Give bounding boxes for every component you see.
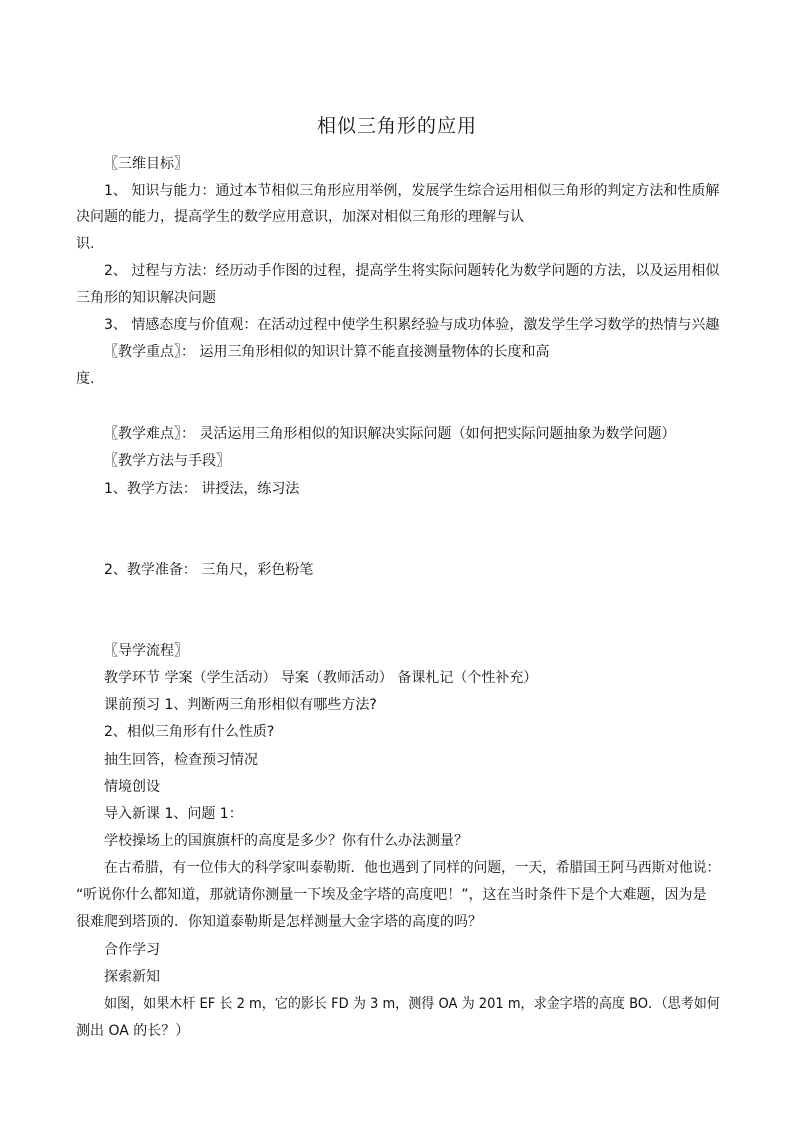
difficulty-line: 〖教学难点〗： 灵活运用三角形相似的知识解决实际问题（如何把实际问题抽象为数学问题） [104, 426, 676, 442]
story-line-2: “听说你什么都知道，那就请你测量一下埃及金字塔的高度吧！”，这在当时条件下是个大难题，因为是 [76, 887, 707, 903]
flagpole-question: 学校操场上的国旗旗杆的高度是多少？你有什么办法测量？ [104, 833, 468, 849]
flow-columns: 教学环节 学案（学生活动） 导案（教师活动） 备课札记（个性补充） [104, 670, 538, 686]
teaching-method: 1、教学方法： 讲授法，练习法 [104, 481, 300, 497]
teaching-preparation: 2、教学准备： 三角尺，彩色粉笔 [104, 562, 314, 578]
goal-1-line-1: 1、 知识与能力：通过本节相似三角形应用举例，发展学生综合运用相似三角形的判定方法和性质解 [104, 183, 720, 199]
goal-1-line-2: 决问题的能力，提高学生的数学应用意识，加深对相似三角形的理解与认 [76, 209, 524, 225]
intro-new-lesson: 导入新课 1、问题 1： [104, 806, 243, 822]
goal-1-line-3: 识. [76, 236, 95, 252]
cooperative-learning: 合作学习 [104, 942, 160, 958]
methods-heading: 〖教学方法与手段〗 [104, 453, 230, 469]
story-line-3: 很难爬到塔顶的．你知道泰勒斯是怎样测量大金字塔的高度的吗？ [76, 914, 482, 930]
preview-question-1: 课前预习 1、判断两三角形相似有哪些方法? [104, 697, 377, 713]
problem-line-2: 测出 OA 的长？） [76, 1023, 190, 1039]
check-preview: 抽生回答，检查预习情况 [104, 752, 258, 768]
preview-question-2: 2、相似三角形有什么性质? [104, 724, 275, 740]
goals-heading: 〖三维目标〗 [104, 156, 188, 172]
page-title: 相似三角形的应用 [316, 115, 477, 137]
problem-line-1: 如图，如果木杆 EF 长 2 m，它的影长 FD 为 3 m，测得 OA 为 201 m，求金字塔的高度 BO．（思考如何 [104, 996, 720, 1012]
goal-3-line-1: 3、 情感态度与价值观：在活动过程中使学生积累经验与成功体验，激发学生学习数学的热情与兴趣 [104, 317, 720, 333]
explore-new-knowledge: 探索新知 [104, 969, 160, 985]
key-point-line-1: 〖教学重点〗： 运用三角形相似的知识计算不能直接测量物体的长度和高 [104, 344, 550, 360]
goal-2-line-1: 2、 过程与方法：经历动手作图的过程，提高学生将实际问题转化为数学问题的方法，以及运用相似 [104, 263, 720, 279]
key-point-line-2: 度. [76, 371, 95, 387]
story-line-1: 在古希腊，有一位伟大的科学家叫泰勒斯．他也遇到了同样的问题，一天，希腊国王阿马西斯对他说： [104, 860, 721, 876]
flow-heading: 〖导学流程〗 [104, 643, 188, 659]
scene-creation: 情境创设 [104, 779, 160, 795]
goal-2-line-2: 三角形的知识解决问题 [76, 290, 216, 306]
